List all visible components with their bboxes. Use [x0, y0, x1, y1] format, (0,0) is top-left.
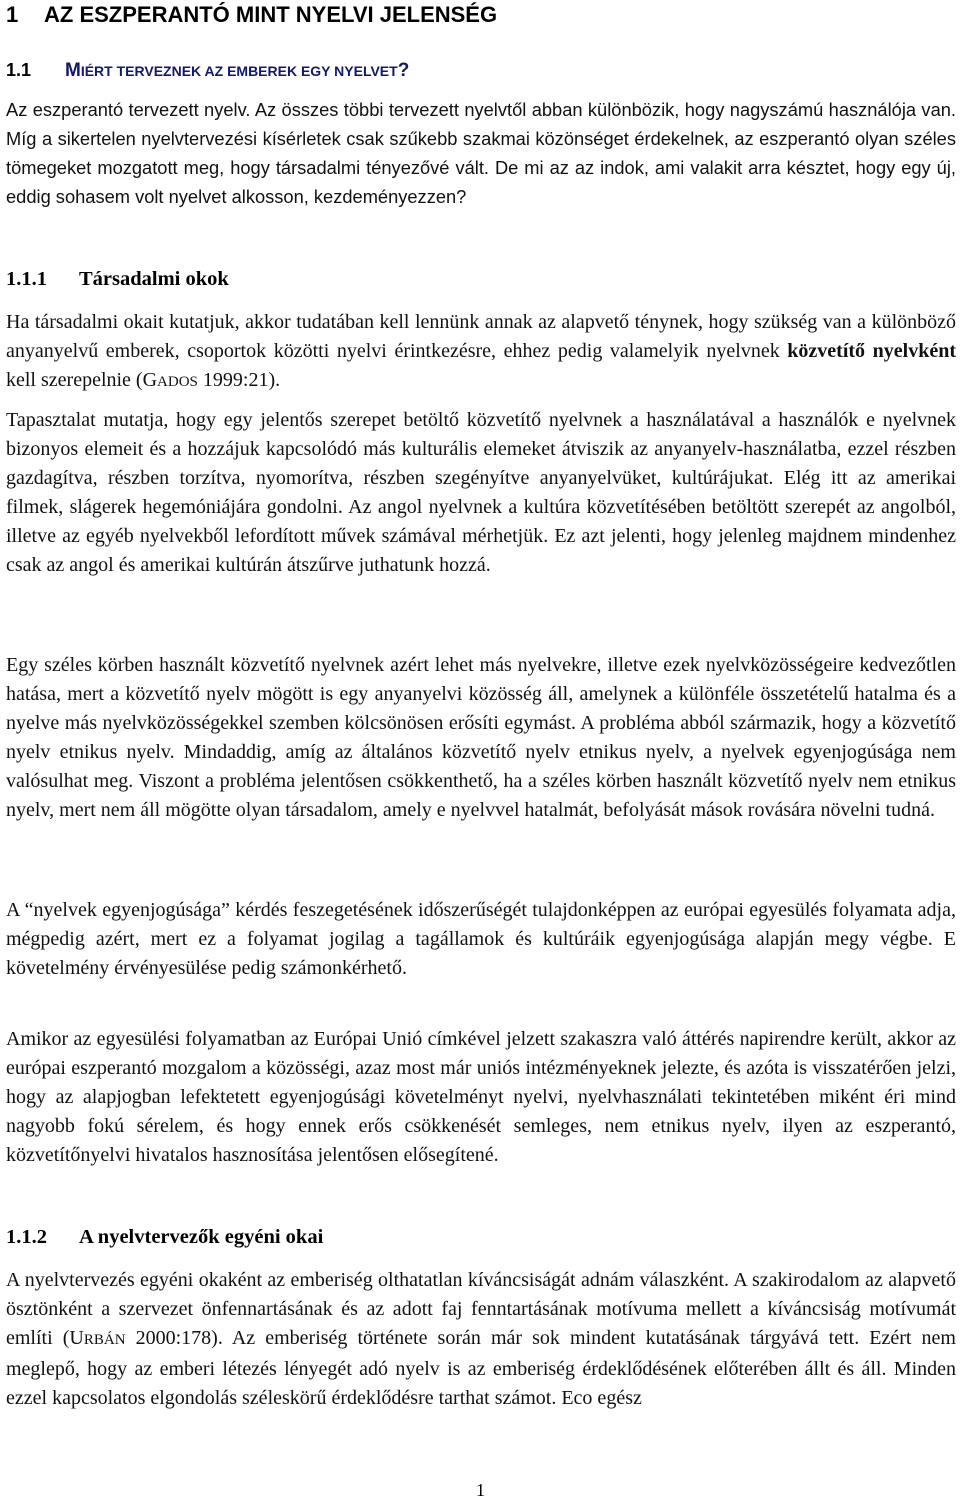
paragraph-experience: Tapasztalat mutatja, hogy egy jelentős szerepet betöltő közvetítő nyelvnek a használatával a használók e nyelvnek bizonyos elemeit és a hozzájuk kapcsolódó más kulturális elemeket átviszik az anyanyelv-használatba, ezzel részben gazdagítva, részben torzítva, nyomorítva, részben szegényítve anyanyelvüket, kultúrájukat. Elég itt az amerikai filmek, slágerek hegemóniájára gondolni. Az angol nyelvnek a kultúra közvetítésében betöltött szerepét az angolból, illetve az egyéb nyelvekből lefordított művek számával mérhetjük. Ez azt jelenti, hogy jelenleg majdnem mindenhez csak az angol és amerikai kultúrán átszűrve juthatunk hozzá. [6, 409, 956, 576]
page-number: 1 [476, 1480, 485, 1500]
paragraph-european-union: Amikor az egyesülési folyamatban az Európai Unió címkével jelzett szakaszra való áttérés napirendre került, akkor az európai eszperantó mozgalom a közösségi, azaz most már uniós intézményeknek jelezte, és azóta is visszatérően jelzi, hogy az alapjogban lefektetett egyenjogúsági követelményt nyelvi, nyelvhasználati tekintetében miként éri mind nagyobb fokú sérelem, és hogy ennek erős csökkenését semleges, nem etnikus nyelv, ilyen az eszperantó, közvetítőnyelvi hivatalos hasznosítása jelentősen elősegítené. [6, 1028, 956, 1166]
citation-author-smallcaps: ADOS [157, 374, 198, 390]
paragraph-curiosity [6, 1266, 956, 1413]
paragraph-text: A nyelvtervezés egyéni okaként az emberiség olthatatlan kíváncsiságát adnám válaszként. A szakirodalom az alapvető ösztönként a szervezet önfennartásának és az adott faj fenntartásának motívuma mellett a kíváncsiság motívumát említi ( [6, 1269, 956, 1349]
citation-author-smallcaps: RBÁN [83, 1332, 126, 1348]
paragraph-text: kell szerepelnie ( [6, 369, 143, 391]
section-number: 1.1 [6, 60, 32, 80]
paragraph-text: Ha társadalmi okait kutatjuk, akkor tudatában kell lennünk annak az alapvető ténynek, hogy szükség van a különböző anyanyelvű emberek, csoportok közötti nyelvi érintkezésre, ehhez pedig valamelyik nyelvnek [6, 311, 956, 362]
chapter-title: AZ ESZPERANTÓ MINT NYELVI JELENSÉG [44, 2, 498, 27]
subsection-heading-social [6, 268, 229, 291]
section-title-question: ? [397, 60, 410, 81]
citation-year: 1999:21). [197, 369, 281, 391]
intro-paragraph: Az eszperantó tervezett nyelv. Az összes többi tervezett nyelvtől abban különbözik, hogy nagyszámú használója van. Míg a sikertelen nyelvtervezési kísérletek csak szűkebb szakmai közönséget érdekelnek, az eszperantó olyan széles tömegeket mozgatott meg, hogy társadalmi tényezővé vált. De mi az az indok, ami valakit arra késztet, hogy egy új, eddig sohasem volt nyelvet alkosson, kezdeményezzen? [6, 99, 956, 207]
subsection-number: 1.1.1 [6, 268, 47, 290]
section-heading [6, 60, 409, 82]
chapter-heading [6, 2, 497, 28]
section-title-initial: M [65, 60, 81, 81]
subsection-title: Társadalmi okok [79, 268, 229, 290]
paragraph-text: 2000:178). Az emberiség története során már sok mindent kutatásának tárgyává tett. Ezért nem meglepő, hogy az emberi létezés lényegét adó nyelv is az emberiség érdeklődésének előterében állt és áll. Minden ezzel kapcsolatos elgondolás széleskörű érdeklődésre tarthat számot. Eco egész [6, 1327, 956, 1409]
paragraph-mediator-language: Egy széles körben használt közvetítő nyelvnek azért lehet más nyelvekre, illetve ezek nyelvközösségeire kedvezőtlen hatása, mert a közvetítő nyelv mögött is egy anyanyelvi közösség áll, amelynek a különféle összetételű hatalma és a nyelve más nyelvközösségekkel szemben kölcsönösen erősíti egymást. A probléma abból származik, hogy a közvetítő nyelv etnikus nyelv. Mindaddig, amíg az általános közvetítő nyelv etnikus nyelv, a nyelvek egyenjogúsága nem valósulhat meg. Viszont a probléma jelentősen csökkenthető, ha a széles körben használt közvetítő nyelv nem etnikus nyelv, mert nem áll mögötte olyan társadalom, amely e nyelvvel hatalmát, befolyását mások rovására növelni tudná. [6, 654, 956, 821]
citation-initial: G [142, 369, 158, 391]
paragraph-equality: A “nyelvek egyenjogúsága” kérdés feszegetésének időszerűségét tulajdonképpen az európai egyesülés folyamata adja, mégpedig azért, mert ez a folyamat jogilag a tagállamok és kultúráik egyenjogúsága alapján megy végbe. E követelmény érvényesülése pedig számonkérhető. [6, 899, 956, 979]
section-title-smallcaps: IÉRT TERVEZNEK AZ EMBEREK EGY NYELVET [80, 63, 398, 79]
paragraph-social-reasons [6, 308, 956, 397]
citation-initial: U [69, 1327, 84, 1349]
bold-term: közvetítő nyelvként [787, 340, 956, 362]
subsection-title: A nyelvtervezők egyéni okai [79, 1226, 324, 1248]
subsection-number: 1.1.2 [6, 1226, 47, 1248]
subsection-heading-individual [6, 1226, 323, 1249]
chapter-number: 1 [6, 2, 19, 27]
